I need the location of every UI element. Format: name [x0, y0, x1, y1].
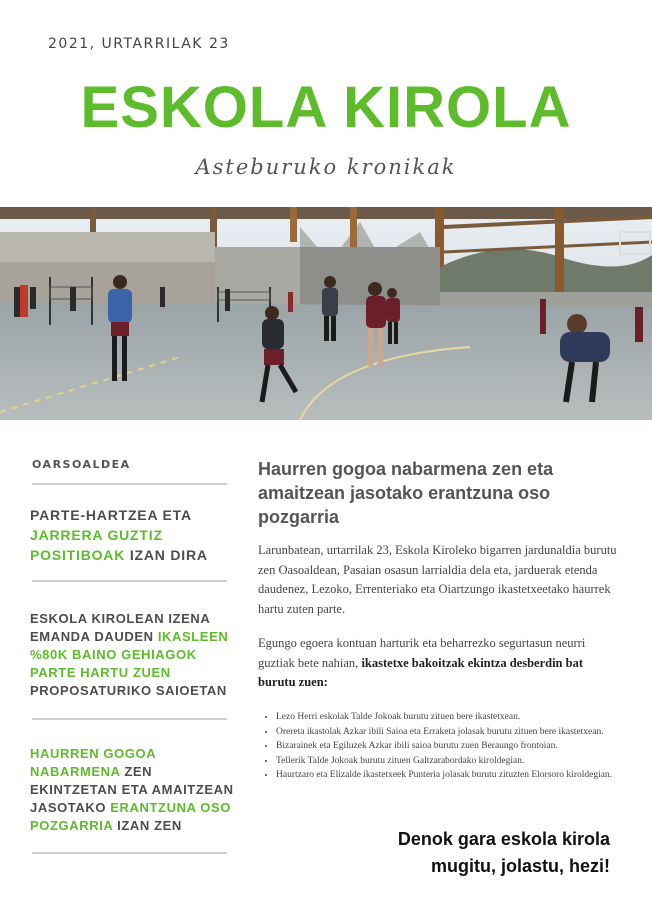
list-item: • Orereta ikastolak Azkar ibili Saioa eta Erraketa jolasak burutu zituen bere ikastetxean. [276, 725, 626, 740]
pull-quote-2-highlight: IKASLEEN %80K BAINO GEHIAGOK PARTE HARTU ZUEN [30, 629, 229, 680]
page-subtitle: Asteburuko kronikak [195, 155, 457, 179]
activity-list [262, 710, 626, 783]
pull-quote-1 [30, 505, 240, 565]
section-label: OARSOALDEA [32, 458, 131, 471]
list-item: • Lezo Herri eskolak Talde Jokoak burutu zituen bere ikastetxean. [276, 710, 626, 725]
divider [32, 580, 227, 582]
pull-quote-3 [30, 745, 240, 835]
pull-quote-1-part2: IZAN DIRA [125, 547, 208, 563]
pull-quote-2-part2: PROPOSATURIKO SAIOETAN [30, 683, 227, 698]
list-item: • Bizarainek eta Egiluzek Azkar ibili saioa burutu zuen Beraungo frontoian. [276, 739, 626, 754]
pull-quote-3-highlight-2: ERANTZUNA OSO POZGARRIA [30, 800, 231, 833]
page-title: ESKOLA KIROLA [80, 75, 572, 140]
closing-slogan-line-2: mugitu, jolastu, hezi! [431, 856, 610, 876]
article-paragraph-2-text: Egungo egoera kontuan harturik eta beharrezko segurtasun neurri guztiak bete nahian, [258, 636, 586, 670]
pull-quote-2-part1: ESKOLA KIROLEAN IZENA EMANDA DAUDEN [30, 611, 210, 644]
article-paragraph-1: Larunbatean, urtarrilak 23, Eskola Kiroleko bigarren jardunaldia burutu zen Oasoaldean, Pasaian osasun larrialdia dela eta, jarduerak etenda daudenez, Lezoko, Errenteriako eta Oiartzungo ikastetxeetako haurrek hartu zuten parte. [258, 543, 617, 616]
divider [32, 852, 227, 854]
list-item: • Tellerik Talde Jokoak burutu zituen Galtzarabordako kiroldegian. [276, 754, 626, 769]
article-headline: Haurren gogoa nabarmena zen eta amaitzean jasotako erantzuna oso pozgarria [258, 459, 554, 527]
pull-quote-2 [30, 610, 240, 700]
gym-photo [0, 207, 652, 420]
article-paragraph-2 [258, 634, 618, 693]
pull-quote-1-part1: PARTE-HARTZEA ETA [30, 507, 192, 523]
closing-slogan [398, 826, 610, 880]
pull-quote-1-highlight: JARRERA GUZTIZ POSITIBOAK [30, 527, 163, 563]
list-item: • Haurtzaro eta Elizalde ikastetxeek Punteria jolasak burutu zituzten Elorsoro kiroldegian. [276, 768, 626, 783]
pull-quote-3-part2: IZAN ZEN [112, 818, 182, 833]
issue-date: 2021, URTARRILAK 23 [48, 36, 230, 52]
article-paragraph-2-bold: ikastetxe bakoitzak ekintza desberdin bat burutu zuen: [258, 655, 583, 689]
divider [32, 483, 227, 485]
pull-quote-3-highlight-1: HAURREN GOGOA NABARMENA [30, 746, 156, 779]
sports-hall-illustration [0, 207, 652, 420]
closing-slogan-line-1: Denok gara eskola kirola [397, 829, 610, 849]
divider [32, 718, 227, 720]
pull-quote-3-part1: ZEN EKINTZETAN ETA AMAITZEAN JASOTAKO [30, 764, 234, 815]
